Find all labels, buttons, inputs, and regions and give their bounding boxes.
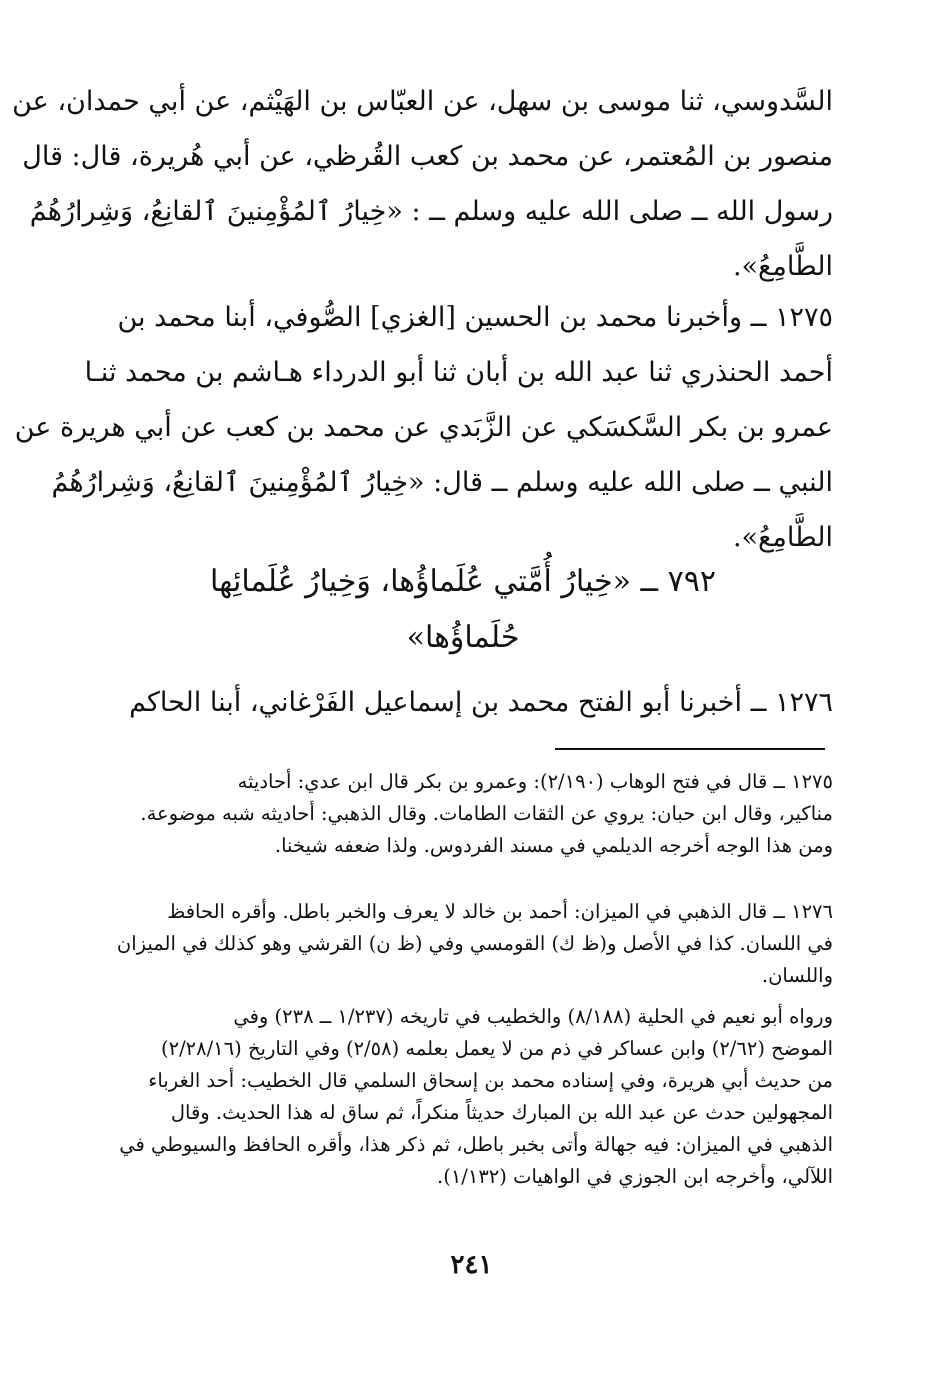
text-line: ١٢٧٦ ــ أخبرنا أبو الفتح محمد بن إسماعيل الفَرْغاني، أبنا الحاكم: [129, 687, 833, 718]
hadith-792-heading: [193, 554, 733, 666]
footnote-line: ورواه أبو نعيم في الحلية (٨/١٨٨) والخطيب في تاريخه (١/٢٣٧ ــ ٢٣٨) وفي: [233, 1005, 833, 1028]
text-line: الطَّامِعُ».: [732, 522, 833, 553]
footnote-1275: [121, 766, 833, 862]
footnote-line: واللسان.: [761, 964, 833, 987]
text-line: الطَّامِعُ».: [732, 251, 833, 282]
footnote-line: في اللسان. كذا في الأصل و(ظ ك) القومسي وفي (ظ ن) القرشي وهو كذلك في الميزان: [116, 932, 833, 955]
footnote-line: الذهبي في الميزان: فيه جهالة وأتى بخبر باطل، ثم ذكر هذا، وأقره الحافظ والسيوطي في: [119, 1133, 833, 1156]
footnote-line: اللآلي، وأخرجه ابن الجوزي في الواهيات (١/١٣٢).: [437, 1165, 833, 1188]
footnote-1276: [116, 896, 833, 992]
heading-line: ٧٩٢ ــ «خِيارُ أُمَّتي عُلَماؤُها، وَخِيارُ عُلَمائِها: [210, 564, 716, 599]
text-line: السَّدوسي، ثنا موسى بن سهل، عن العبّاس بن الهَيْثم، عن أبي حمدان، عن: [12, 86, 833, 117]
footnote-line: ١٢٧٥ ــ قال في فتح الوهاب (٢/١٩٠): وعمرو بن بكر قال ابن عدي: أحاديثه: [237, 770, 833, 793]
hadith-1276-paragraph: [121, 675, 833, 730]
footnote-separator: [555, 748, 825, 750]
text-line: النبي ــ صلى الله عليه وسلم ــ قال: «خِيارُ ٱلمُؤْمِنينَ ٱلقانِعُ، وَشِرارُهُمُ: [51, 467, 833, 498]
text-line: أحمد الحنذري ثنا عبد الله بن أبان ثنا أبو الدرداء هـاشم بن محمد ثنـا: [84, 357, 833, 388]
footnote-line: ومن هذا الوجه أخرجه الديلمي في مسند الفردوس. ولذا ضعفه شيخنا.: [274, 834, 833, 857]
text-line: ١٢٧٥ ــ وأخبرنا محمد بن الحسين [الغزي] الصُّوفي، أبنا محمد بن: [117, 302, 833, 333]
text-line: منصور بن المُعتمر، عن محمد بن كعب القُرظي، عن أبي هُريرة، قال: قال: [22, 141, 833, 172]
heading-line: حُلَماؤُها»: [406, 620, 520, 655]
footnote-line: الموضح (٢/٦٢) وابن عساكر في ذم من لا يعمل بعلمه (٢/٥٨) وفي التاريخ (٢/٢٨/١٦): [161, 1037, 833, 1060]
footnote-line: من حديث أبي هريرة، وفي إسناده محمد بن إسحاق السلمي قال الخطيب: أحد الغرباء: [148, 1069, 833, 1092]
footnote-line: مناكير، وقال ابن حبان: يروي عن الثقات الطامات. وقال الذهبي: أحاديثه شبه موضوعة.: [140, 802, 833, 825]
footnote-line: ١٢٧٦ ــ قال الذهبي في الميزان: أحمد بن خالد لا يعرف والخبر باطل. وأقره الحافظ: [167, 900, 833, 923]
footnote-line: المجهولين حدث عن عبد الله بن المبارك حديثاً منكراً، ثم ساق له هذا الحديث. وقال: [170, 1101, 833, 1124]
intro-paragraph: [12, 74, 833, 294]
page-number: ٢٤١: [450, 1250, 493, 1280]
hadith-1275-paragraph: [14, 290, 833, 565]
text-line: رسول الله ــ صلى الله عليه وسلم ــ : «خِيارُ ٱلمُؤْمِنينَ ٱلقانِعُ، وَشِرارُهُمُ: [29, 196, 833, 227]
text-line: عمرو بن بكر السَّكسَكي عن الزَّبَدي عن محمد بن كعب عن أبي هريرة عن: [14, 412, 833, 443]
footnote-extra: [121, 1001, 833, 1193]
